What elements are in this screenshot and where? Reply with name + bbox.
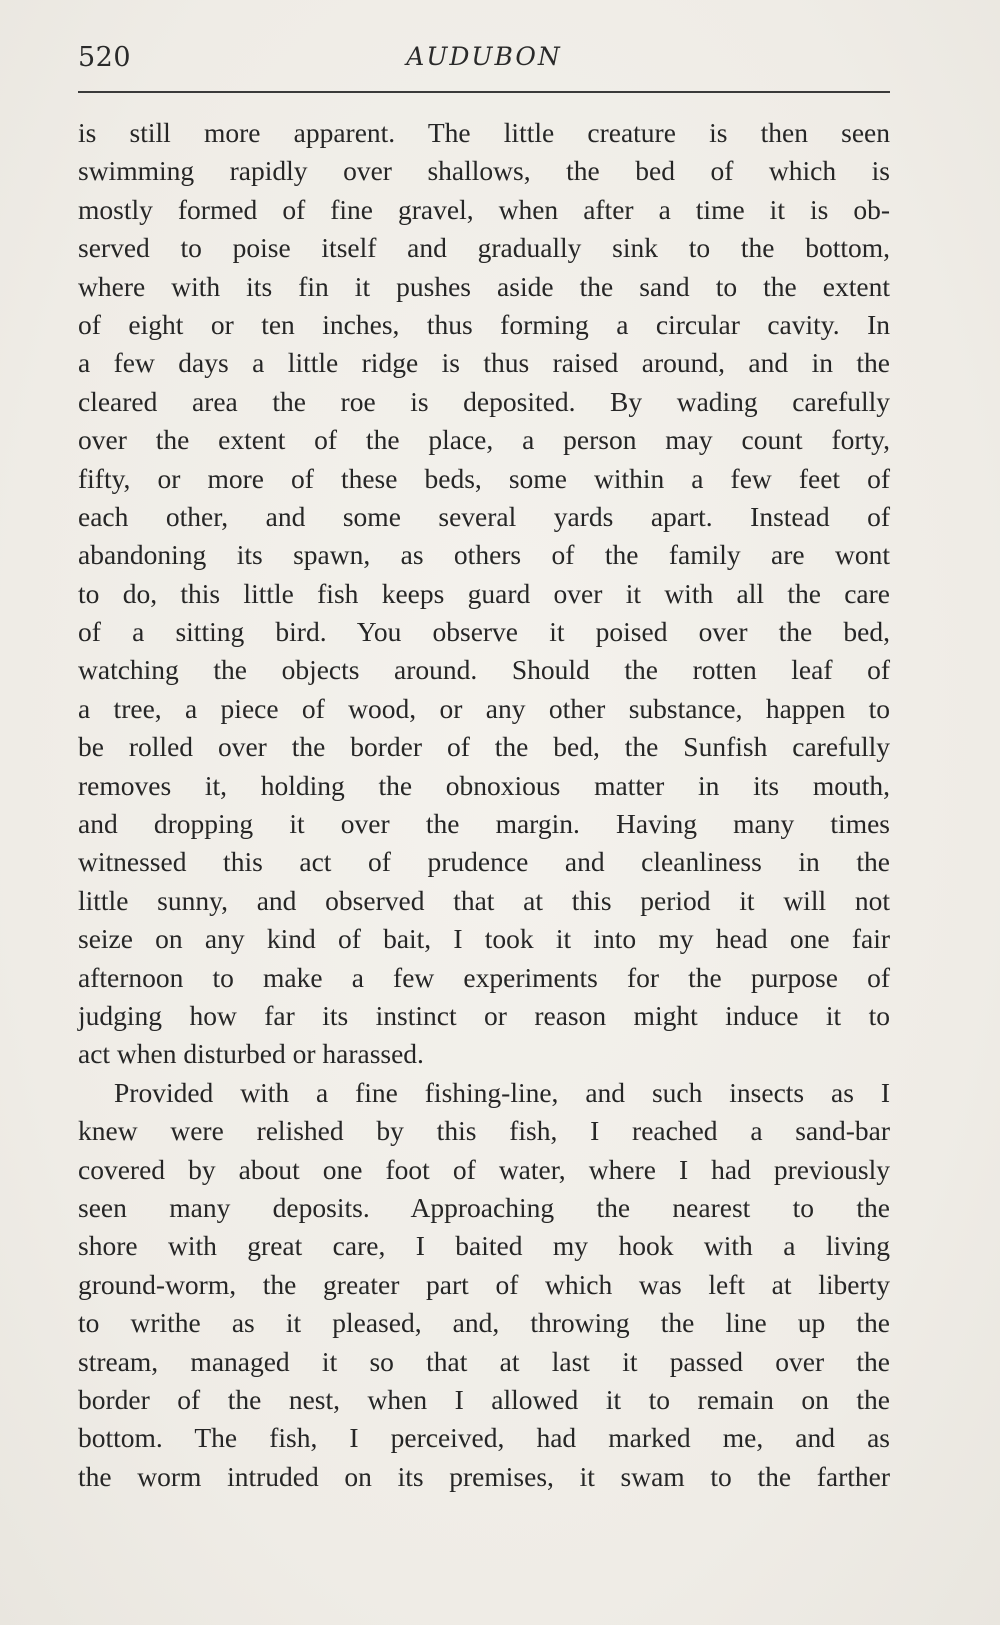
page-number: 520 (78, 42, 132, 73)
text-line: stream, managed it so that at last it passed over the (78, 1345, 890, 1377)
text-line: watching the objects around. Should the rotten leaf of (78, 654, 890, 686)
text-line: and dropping it over the margin. Having many times (78, 808, 890, 840)
text-line: fifty, or more of these beds, some within a few feet of (78, 462, 890, 494)
text-line: a few days a little ridge is thus raised around, and in the (78, 347, 890, 379)
text-line: over the extent of the place, a person may count forty, (78, 424, 890, 456)
paragraph-2 (78, 1074, 890, 1496)
text-line: where with its fin it pushes aside the sand to the extent (78, 270, 890, 302)
text-line: be rolled over the border of the bed, the Sunfish carefully (78, 731, 890, 763)
text-line: afternoon to make a few experiments for the purpose of (78, 961, 890, 993)
text-line: is still more apparent. The little creature is then seen (78, 117, 890, 148)
text-line: bottom. The fish, I perceived, had marked me, and as (78, 1422, 890, 1454)
text-line: covered by about one foot of water, where I had previously (78, 1153, 890, 1185)
text-line: judging how far its instinct or reason might induce it to (78, 999, 890, 1031)
text-line: act when disturbed or harassed. (78, 1038, 424, 1070)
text-line: removes it, holding the obnoxious matter in its mouth, (78, 769, 890, 801)
text-line: ground-worm, the greater part of which was left at liberty (78, 1268, 890, 1300)
paragraph-1 (78, 114, 890, 1074)
text-line: served to poise itself and gradually sink to the bottom, (78, 232, 890, 264)
text-line: a tree, a piece of wood, or any other substance, happen to (78, 692, 890, 724)
text-line: mostly formed of fine gravel, when after a time it is ob- (78, 193, 890, 225)
text-line: Provided with a fine fishing-line, and such insects as I (114, 1076, 890, 1108)
text-line: seen many deposits. Approaching the nearest to the (78, 1191, 890, 1223)
page-header (78, 40, 890, 74)
header-rule (78, 91, 890, 93)
text-line: of eight or ten inches, thus forming a circular cavity. In (78, 308, 890, 340)
text-line: each other, and some several yards apart. Instead of (78, 500, 890, 532)
running-head: AUDUBON (406, 42, 562, 71)
text-line: swimming rapidly over shallows, the bed of which is (78, 155, 890, 187)
text-line: to writhe as it pleased, and, throwing the line up the (78, 1307, 890, 1339)
text-line: border of the nest, when I allowed it to remain on the (78, 1383, 890, 1415)
text-line: seize on any kind of bait, I took it into my head one fair (78, 923, 890, 955)
text-line: little sunny, and observed that at this period it will not (78, 884, 890, 916)
text-line: to do, this little fish keeps guard over it with all the care (78, 577, 890, 609)
body-text (78, 114, 890, 1496)
text-line: knew were relished by this fish, I reached a sand-bar (78, 1115, 890, 1147)
text-line: witnessed this act of prudence and cleanliness in the (78, 846, 890, 878)
text-line: cleared area the roe is deposited. By wading carefully (78, 385, 890, 417)
text-line: of a sitting bird. You observe it poised over the bed, (78, 616, 890, 648)
text-line: shore with great care, I baited my hook with a living (78, 1230, 890, 1262)
text-line: the worm intruded on its premises, it swam to the farther (78, 1460, 890, 1492)
text-line: abandoning its spawn, as others of the family are wont (78, 539, 890, 571)
